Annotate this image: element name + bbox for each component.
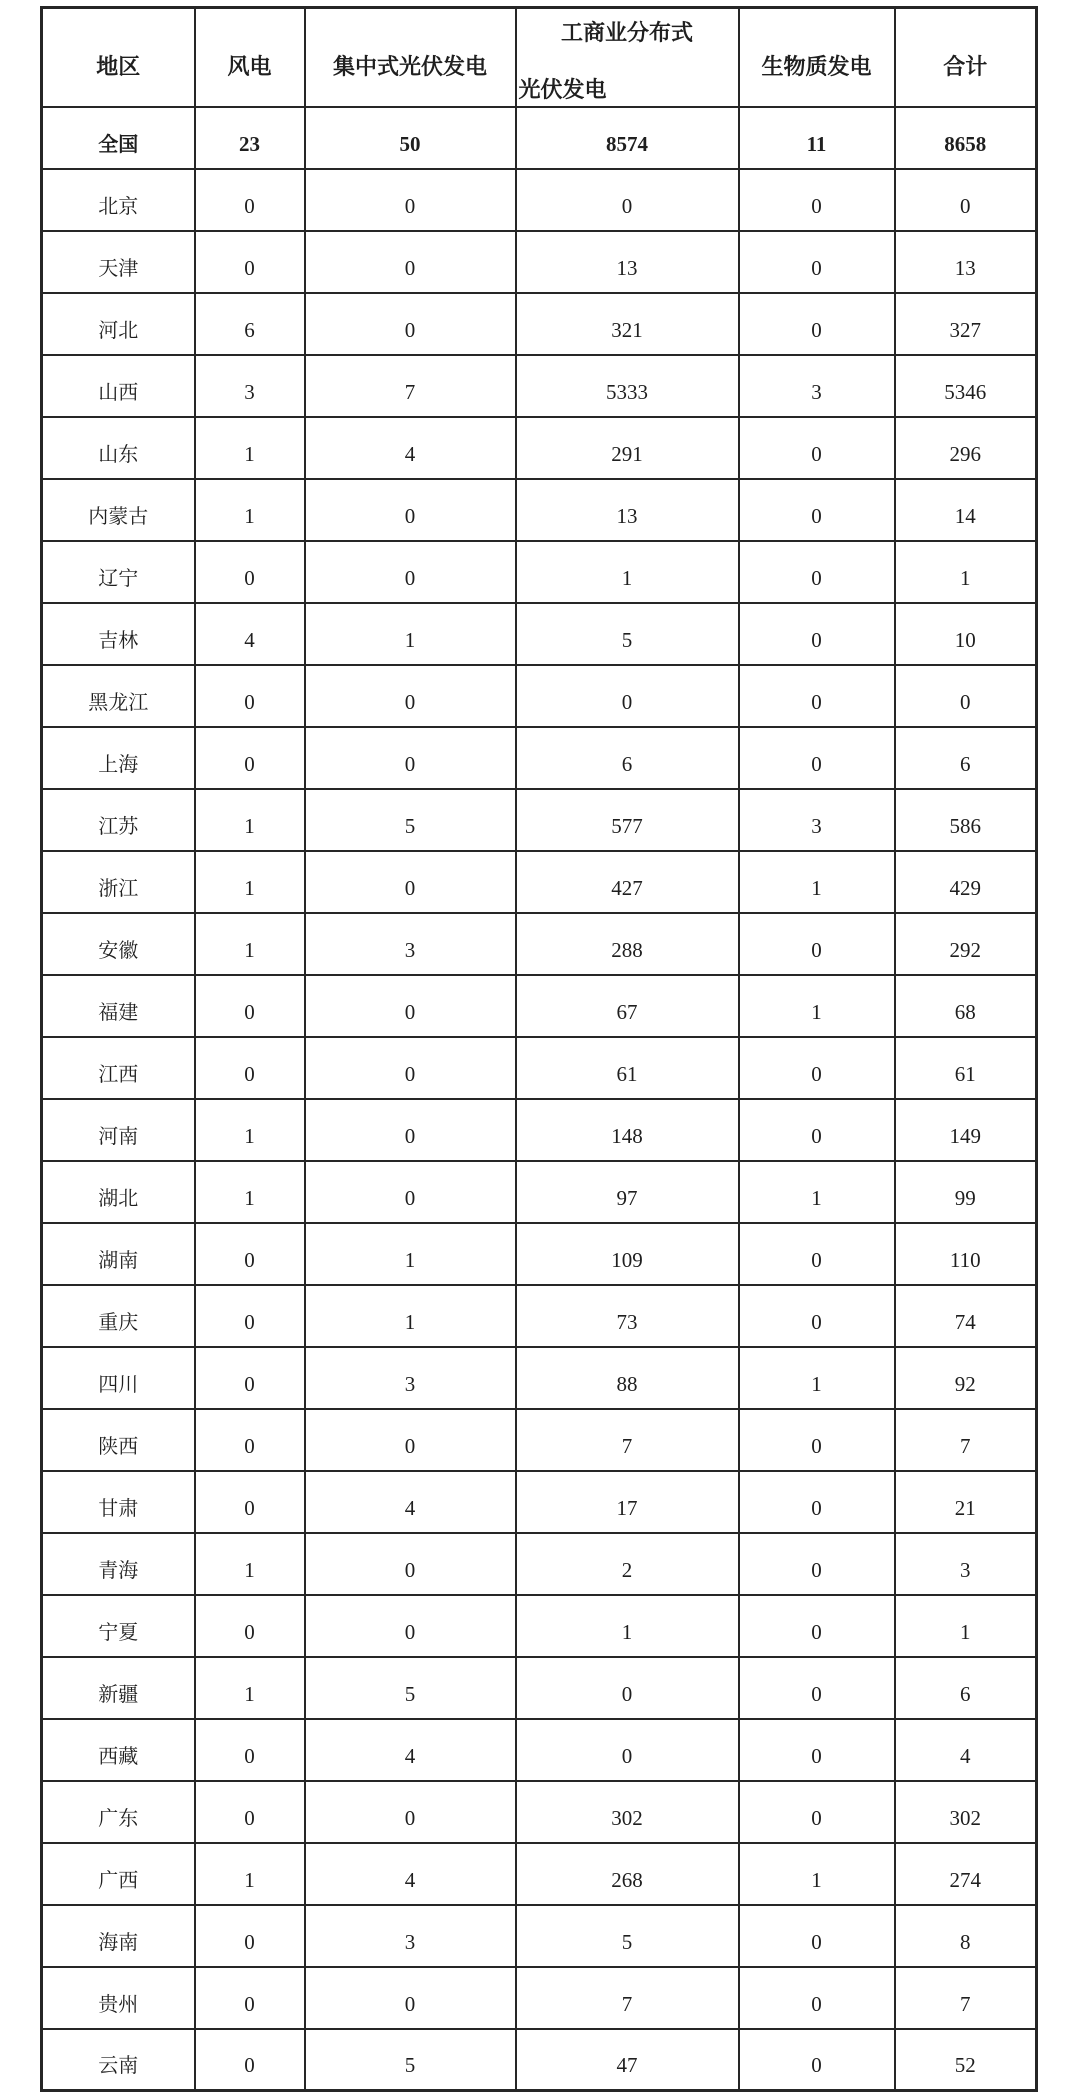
value-cell: 21 (895, 1471, 1037, 1533)
region-cell: 河北 (42, 293, 195, 355)
table-row (42, 727, 1037, 789)
value-cell: 0 (516, 1719, 739, 1781)
region-cell: 四川 (42, 1347, 195, 1409)
region-cell: 甘肃 (42, 1471, 195, 1533)
value-cell: 0 (739, 1409, 895, 1471)
value-cell: 5 (305, 2029, 516, 2091)
value-cell: 8574 (516, 107, 739, 169)
region-cell: 广东 (42, 1781, 195, 1843)
value-cell: 3 (305, 1347, 516, 1409)
value-cell: 3 (739, 789, 895, 851)
value-cell: 68 (895, 975, 1037, 1037)
region-cell: 宁夏 (42, 1595, 195, 1657)
value-cell: 0 (739, 1595, 895, 1657)
table-row (42, 975, 1037, 1037)
value-cell: 52 (895, 2029, 1037, 2091)
value-cell: 0 (195, 169, 305, 231)
value-cell: 0 (305, 665, 516, 727)
value-cell: 0 (516, 665, 739, 727)
value-cell: 0 (739, 1657, 895, 1719)
value-cell: 0 (195, 1905, 305, 1967)
table-row (42, 355, 1037, 417)
value-cell: 7 (516, 1409, 739, 1471)
value-cell: 4 (305, 417, 516, 479)
value-cell: 13 (895, 231, 1037, 293)
table-body (42, 107, 1037, 2091)
value-cell: 3 (305, 1905, 516, 1967)
table-row (42, 913, 1037, 975)
region-cell: 广西 (42, 1843, 195, 1905)
value-cell: 0 (305, 1161, 516, 1223)
region-cell: 湖北 (42, 1161, 195, 1223)
region-cell: 上海 (42, 727, 195, 789)
value-cell: 1 (739, 1347, 895, 1409)
region-cell: 辽宁 (42, 541, 195, 603)
value-cell: 3 (895, 1533, 1037, 1595)
value-cell: 0 (739, 169, 895, 231)
table-row (42, 541, 1037, 603)
value-cell: 3 (195, 355, 305, 417)
value-cell: 288 (516, 913, 739, 975)
table-row (42, 479, 1037, 541)
region-cell: 重庆 (42, 1285, 195, 1347)
value-cell: 0 (305, 1967, 516, 2029)
value-cell: 0 (305, 851, 516, 913)
col-header-commercial-distributed-pv (516, 8, 739, 107)
value-cell: 0 (739, 293, 895, 355)
value-cell: 0 (195, 1781, 305, 1843)
table-row (42, 293, 1037, 355)
value-cell: 4 (305, 1719, 516, 1781)
col-header-commercial-distributed-pv-line2: 光伏发电 (518, 77, 607, 103)
value-cell: 61 (516, 1037, 739, 1099)
value-cell: 0 (305, 479, 516, 541)
value-cell: 0 (305, 1099, 516, 1161)
value-cell: 321 (516, 293, 739, 355)
value-cell: 92 (895, 1347, 1037, 1409)
value-cell: 5 (305, 1657, 516, 1719)
value-cell: 0 (305, 1595, 516, 1657)
region-cell: 西藏 (42, 1719, 195, 1781)
value-cell: 1 (195, 1843, 305, 1905)
value-cell: 0 (739, 541, 895, 603)
value-cell: 1 (516, 541, 739, 603)
value-cell: 1 (739, 975, 895, 1037)
value-cell: 6 (195, 293, 305, 355)
value-cell: 8 (895, 1905, 1037, 1967)
value-cell: 6 (516, 727, 739, 789)
value-cell: 429 (895, 851, 1037, 913)
value-cell: 1 (305, 1223, 516, 1285)
value-cell: 0 (739, 231, 895, 293)
value-cell: 0 (195, 1471, 305, 1533)
value-cell: 0 (739, 1781, 895, 1843)
value-cell: 0 (739, 603, 895, 665)
value-cell: 6 (895, 1657, 1037, 1719)
region-cell: 云南 (42, 2029, 195, 2091)
value-cell: 0 (305, 541, 516, 603)
col-header-centralized-pv: 集中式光伏发电 (305, 8, 516, 107)
table-row (42, 1099, 1037, 1161)
value-cell: 0 (739, 727, 895, 789)
table-row (42, 1285, 1037, 1347)
region-cell: 山西 (42, 355, 195, 417)
value-cell: 5346 (895, 355, 1037, 417)
region-cell: 浙江 (42, 851, 195, 913)
table-row (42, 1967, 1037, 2029)
region-cell: 青海 (42, 1533, 195, 1595)
value-cell: 4 (305, 1843, 516, 1905)
value-cell: 0 (195, 975, 305, 1037)
col-header-commercial-distributed-pv-line1: 工商业分布式 (560, 20, 693, 46)
value-cell: 67 (516, 975, 739, 1037)
value-cell: 586 (895, 789, 1037, 851)
value-cell: 0 (305, 1781, 516, 1843)
value-cell: 4 (305, 1471, 516, 1533)
value-cell: 61 (895, 1037, 1037, 1099)
value-cell: 327 (895, 293, 1037, 355)
value-cell: 148 (516, 1099, 739, 1161)
value-cell: 1 (739, 1843, 895, 1905)
value-cell: 8658 (895, 107, 1037, 169)
value-cell: 6 (895, 727, 1037, 789)
region-cell: 江苏 (42, 789, 195, 851)
value-cell: 23 (195, 107, 305, 169)
table-row (42, 1471, 1037, 1533)
value-cell: 7 (895, 1967, 1037, 2029)
value-cell: 1 (195, 1161, 305, 1223)
value-cell: 5 (305, 789, 516, 851)
region-cell: 全国 (42, 107, 195, 169)
region-cell: 山东 (42, 417, 195, 479)
value-cell: 268 (516, 1843, 739, 1905)
value-cell: 88 (516, 1347, 739, 1409)
value-cell: 4 (895, 1719, 1037, 1781)
value-cell: 0 (739, 665, 895, 727)
value-cell: 274 (895, 1843, 1037, 1905)
table-row (42, 1595, 1037, 1657)
table-row (42, 851, 1037, 913)
value-cell: 0 (739, 2029, 895, 2091)
value-cell: 292 (895, 913, 1037, 975)
value-cell: 1 (195, 913, 305, 975)
value-cell: 0 (739, 417, 895, 479)
value-cell: 73 (516, 1285, 739, 1347)
value-cell: 7 (305, 355, 516, 417)
table-row (42, 1905, 1037, 1967)
value-cell: 0 (195, 1285, 305, 1347)
value-cell: 1 (516, 1595, 739, 1657)
value-cell: 5 (516, 1905, 739, 1967)
value-cell: 0 (195, 1037, 305, 1099)
region-cell: 新疆 (42, 1657, 195, 1719)
table-row (42, 789, 1037, 851)
value-cell: 11 (739, 107, 895, 169)
value-cell: 0 (739, 1967, 895, 2029)
table-row (42, 1533, 1037, 1595)
value-cell: 1 (895, 541, 1037, 603)
table-row (42, 231, 1037, 293)
table-row (42, 169, 1037, 231)
region-cell: 江西 (42, 1037, 195, 1099)
value-cell: 4 (195, 603, 305, 665)
value-cell: 0 (305, 293, 516, 355)
value-cell: 0 (739, 1719, 895, 1781)
value-cell: 0 (739, 1533, 895, 1595)
value-cell: 5 (516, 603, 739, 665)
region-cell: 天津 (42, 231, 195, 293)
value-cell: 0 (895, 665, 1037, 727)
table-row (42, 1347, 1037, 1409)
value-cell: 10 (895, 603, 1037, 665)
value-cell: 13 (516, 231, 739, 293)
value-cell: 427 (516, 851, 739, 913)
table-row (42, 1719, 1037, 1781)
value-cell: 0 (305, 727, 516, 789)
regional-power-generation-table (40, 6, 1038, 2092)
col-header-total: 合计 (895, 8, 1037, 107)
value-cell: 0 (739, 1037, 895, 1099)
value-cell: 0 (739, 1099, 895, 1161)
region-cell: 内蒙古 (42, 479, 195, 541)
value-cell: 7 (516, 1967, 739, 2029)
value-cell: 109 (516, 1223, 739, 1285)
region-cell: 湖南 (42, 1223, 195, 1285)
col-header-wind-power: 风电 (195, 8, 305, 107)
value-cell: 0 (516, 169, 739, 231)
value-cell: 0 (305, 1037, 516, 1099)
table-row (42, 1843, 1037, 1905)
value-cell: 0 (516, 1657, 739, 1719)
value-cell: 0 (739, 1223, 895, 1285)
table-row (42, 107, 1037, 169)
table-row (42, 1657, 1037, 1719)
value-cell: 0 (739, 479, 895, 541)
value-cell: 1 (195, 851, 305, 913)
value-cell: 577 (516, 789, 739, 851)
value-cell: 0 (305, 1409, 516, 1471)
value-cell: 1 (305, 1285, 516, 1347)
region-cell: 海南 (42, 1905, 195, 1967)
value-cell: 14 (895, 479, 1037, 541)
value-cell: 0 (195, 1409, 305, 1471)
table-row (42, 2029, 1037, 2091)
value-cell: 17 (516, 1471, 739, 1533)
value-cell: 0 (305, 1533, 516, 1595)
value-cell: 110 (895, 1223, 1037, 1285)
value-cell: 0 (739, 1905, 895, 1967)
value-cell: 0 (195, 727, 305, 789)
value-cell: 2 (516, 1533, 739, 1595)
value-cell: 149 (895, 1099, 1037, 1161)
table-row (42, 1781, 1037, 1843)
table-row (42, 1161, 1037, 1223)
value-cell: 1 (305, 603, 516, 665)
region-cell: 福建 (42, 975, 195, 1037)
table-row (42, 665, 1037, 727)
value-cell: 0 (195, 2029, 305, 2091)
region-cell: 河南 (42, 1099, 195, 1161)
value-cell: 50 (305, 107, 516, 169)
value-cell: 0 (195, 1595, 305, 1657)
region-cell: 吉林 (42, 603, 195, 665)
table-row (42, 417, 1037, 479)
value-cell: 0 (739, 1471, 895, 1533)
value-cell: 291 (516, 417, 739, 479)
value-cell: 0 (739, 1285, 895, 1347)
table-row (42, 603, 1037, 665)
value-cell: 99 (895, 1161, 1037, 1223)
col-header-biomass-power: 生物质发电 (739, 8, 895, 107)
region-cell: 北京 (42, 169, 195, 231)
table-row (42, 1037, 1037, 1099)
table-row (42, 1409, 1037, 1471)
value-cell: 3 (305, 913, 516, 975)
value-cell: 47 (516, 2029, 739, 2091)
region-cell: 贵州 (42, 1967, 195, 2029)
value-cell: 0 (195, 665, 305, 727)
region-cell: 陕西 (42, 1409, 195, 1471)
value-cell: 97 (516, 1161, 739, 1223)
value-cell: 1 (195, 1099, 305, 1161)
value-cell: 1 (195, 417, 305, 479)
value-cell: 0 (305, 231, 516, 293)
value-cell: 13 (516, 479, 739, 541)
region-cell: 黑龙江 (42, 665, 195, 727)
value-cell: 1 (195, 1657, 305, 1719)
value-cell: 0 (305, 975, 516, 1037)
value-cell: 1 (195, 789, 305, 851)
value-cell: 74 (895, 1285, 1037, 1347)
value-cell: 0 (195, 1719, 305, 1781)
value-cell: 3 (739, 355, 895, 417)
value-cell: 0 (195, 231, 305, 293)
value-cell: 5333 (516, 355, 739, 417)
value-cell: 1 (195, 479, 305, 541)
value-cell: 1 (739, 851, 895, 913)
table-row (42, 1223, 1037, 1285)
header-row (42, 8, 1037, 107)
value-cell: 302 (516, 1781, 739, 1843)
value-cell: 1 (895, 1595, 1037, 1657)
value-cell: 0 (195, 1223, 305, 1285)
value-cell: 1 (739, 1161, 895, 1223)
value-cell: 0 (895, 169, 1037, 231)
value-cell: 0 (195, 1347, 305, 1409)
value-cell: 296 (895, 417, 1037, 479)
value-cell: 0 (195, 1967, 305, 2029)
value-cell: 302 (895, 1781, 1037, 1843)
value-cell: 0 (739, 913, 895, 975)
value-cell: 1 (195, 1533, 305, 1595)
region-cell: 安徽 (42, 913, 195, 975)
value-cell: 7 (895, 1409, 1037, 1471)
value-cell: 0 (305, 169, 516, 231)
col-header-region: 地区 (42, 8, 195, 107)
value-cell: 0 (195, 541, 305, 603)
